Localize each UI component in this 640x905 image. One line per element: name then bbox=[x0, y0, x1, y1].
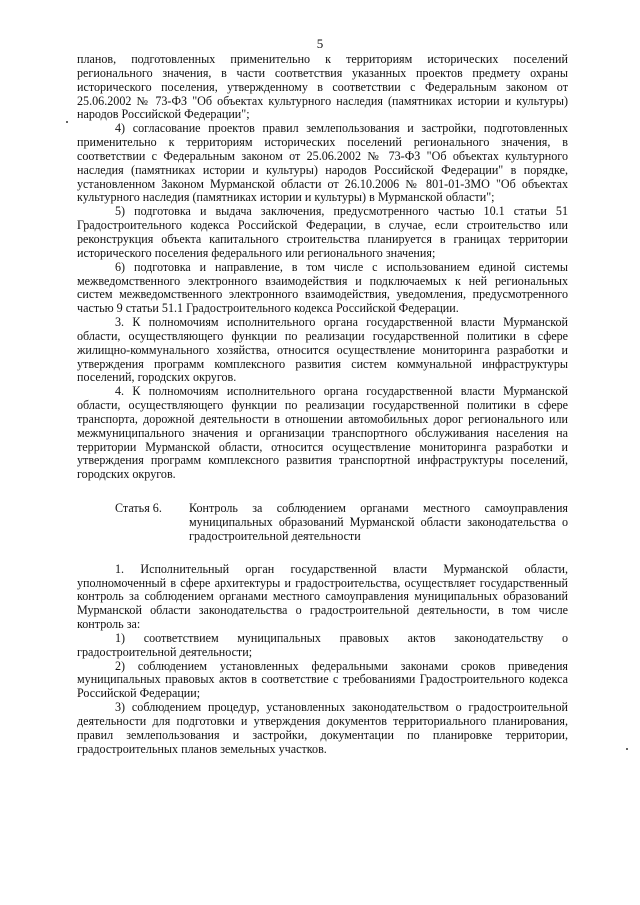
paragraphs-top bbox=[77, 53, 568, 482]
paragraph: 6) подготовка и направление, в том числе с использованием единой системы межведомственного электронного взаимодействия и подключаемых к ней региональных систем межведомственного электронного взаимодействия, уведомления, предусмотренного частью 9 статьи 51.1 Градостроительного кодекса Российской Федерации. bbox=[77, 259, 568, 316]
paragraphs-bottom bbox=[77, 563, 568, 757]
page-number: 5 bbox=[316, 36, 324, 51]
article-label: Статья 6. bbox=[115, 501, 162, 516]
paragraph: 2) соблюдением установленных федеральными законами сроков приведения муниципальных правовых актов в соответствие с требованиями Градостроительного кодекса Российской Федерации; bbox=[77, 658, 568, 701]
paragraph: 1. Исполнительный орган государственной власти Мурманской области, уполномоченный в сфере архитектуры и градостроительства, осуществляет государственный контроль за соблюдением органами местного самоуправления муниципальных образований Мурманской области законодательства о градостроительной деятельности, в том числе контроль за: bbox=[77, 561, 568, 632]
paragraph: планов, подготовленных применительно к территориям исторических поселений регионального значения, в части соответствия указанных проектов предмету охраны исторического поселения, утвержденному в соответствии с Федеральным законом от 25.06.2002 № 73-ФЗ "Об объектах культурного наследия (памятниках истории и культуры) народов Российской Федерации"; bbox=[77, 52, 568, 122]
paragraph: 3. К полномочиям исполнительного органа государственной власти Мурманской области, осуществляющего функции по реализации государственной политики в сфере жилищно-коммунального хозяйства, относится осуществление мониторинга разработки и утверждения программ комплексного развития систем коммунальной инфраструктуры поселений, городских округов. bbox=[77, 315, 568, 385]
paragraph: 1) соответствием муниципальных правовых актов законодательству о градостроительной деятельности; bbox=[77, 630, 568, 659]
paragraph: 4) согласование проектов правил землепользования и застройки, подготовленных применительно к территориям исторических поселений регионального значения, в соответствии с Федеральным законом от 25.06.2002 № 73-ФЗ "Об объектах культурного наследия (памятниках истории и культуры) народов Российской Федерации" в порядке, установленном Законом Мурманской области от 26.10.2006 № 801-01-ЗМО "Об объектах культурного наследия (памятниках истории и культуры) в Мурманской области"; bbox=[77, 121, 568, 205]
paragraph: 3) соблюдением процедур, установленных законодательством о градостроительной деятельности для подготовки и утверждения документов территориального планирования, правил землепользования и застройки, документации по планировке территории, градостроительных планов земельных участков. bbox=[77, 700, 568, 756]
article-title: Контроль за соблюдением органами местного самоуправления муниципальных образований Мурманской области законодательства о градостроительной деятельности bbox=[189, 501, 568, 543]
scan-speck bbox=[626, 748, 628, 750]
paragraph: 5) подготовка и выдача заключения, предусмотренного частью 10.1 статьи 51 Градостроительного кодекса Российской Федерации, в случае, если строительство или реконструкция объекта капитального строительства планируется в границах территории исторического поселения федерального или регионального значения; bbox=[77, 204, 568, 260]
document-body bbox=[77, 53, 568, 757]
article-heading bbox=[77, 502, 568, 544]
scan-speck bbox=[66, 121, 68, 123]
paragraph: 4. К полномочиям исполнительного органа государственной власти Мурманской области, осуществляющего функции по реализации государственной политики в сфере транспорта, дорожной деятельности в отношении автомобильных дорог регионального или межмуниципального значения и организации транспортного обслуживания населения на территории Мурманской области, относится осуществление мониторинга разработки и утверждения программ комплексного развития транспортной инфраструктуры поселений, городских округов. bbox=[77, 384, 568, 482]
